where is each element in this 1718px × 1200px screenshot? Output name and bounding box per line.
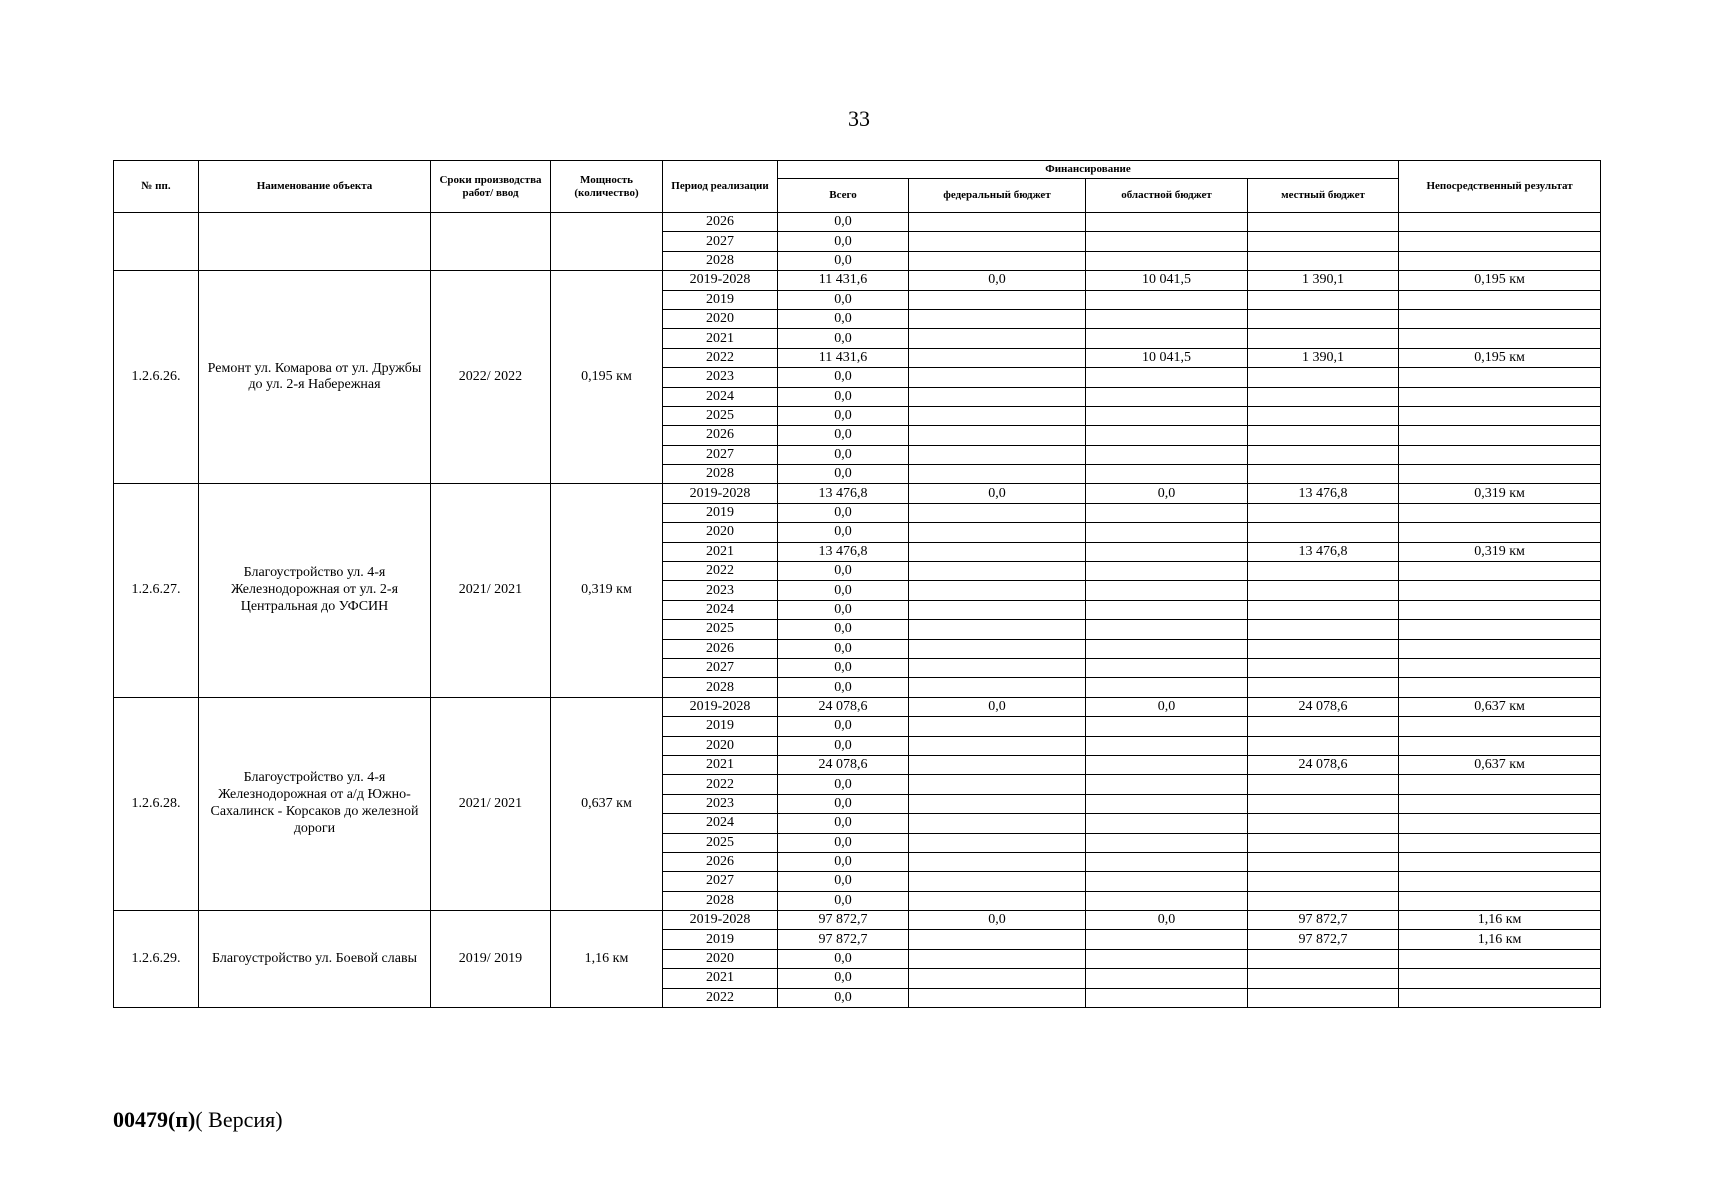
cell-regional — [1086, 755, 1248, 774]
cell-result: 0,195 км — [1399, 271, 1601, 290]
cell-federal — [909, 387, 1086, 406]
header-regional: областной бюджет — [1086, 179, 1248, 213]
cell-period: 2025 — [663, 620, 778, 639]
cell-result: 1,16 км — [1399, 930, 1601, 949]
cell-federal — [909, 600, 1086, 619]
cell-local — [1248, 368, 1399, 387]
cell-period: 2020 — [663, 309, 778, 328]
cell-period: 2019-2028 — [663, 484, 778, 503]
cell-period: 2025 — [663, 406, 778, 425]
cell-result: 0,319 км — [1399, 542, 1601, 561]
document-code — [113, 1107, 283, 1133]
cell-name: Ремонт ул. Комарова от ул. Дружбы до ул. 2-я Набережная — [199, 271, 431, 484]
cell-result: 0,195 км — [1399, 348, 1601, 367]
cell-capacity: 0,319 км — [551, 484, 663, 697]
cell-total: 97 872,7 — [778, 930, 909, 949]
cell-result — [1399, 872, 1601, 891]
cell-federal — [909, 639, 1086, 658]
cell-federal — [909, 232, 1086, 251]
cell-period: 2020 — [663, 523, 778, 542]
cell-local: 97 872,7 — [1248, 930, 1399, 949]
cell-local — [1248, 639, 1399, 658]
cell-federal — [909, 794, 1086, 813]
cell-local — [1248, 503, 1399, 522]
cell-federal — [909, 562, 1086, 581]
cell-local — [1248, 406, 1399, 425]
cell-period: 2025 — [663, 833, 778, 852]
cell-local — [1248, 794, 1399, 813]
cell-local — [1248, 426, 1399, 445]
cell-name: Благоустройство ул. 4-я Железнодорожная от а/д Южно-Сахалинск - Корсаков до железной дороги — [199, 697, 431, 910]
cell-result — [1399, 232, 1601, 251]
cell-federal — [909, 329, 1086, 348]
cell-result — [1399, 678, 1601, 697]
cell-regional — [1086, 445, 1248, 464]
cell-period: 2027 — [663, 658, 778, 677]
cell-local: 24 078,6 — [1248, 755, 1399, 774]
cell-total: 11 431,6 — [778, 348, 909, 367]
cell-federal — [909, 814, 1086, 833]
cell-period: 2020 — [663, 949, 778, 968]
cell-period: 2023 — [663, 368, 778, 387]
cell-result — [1399, 523, 1601, 542]
cell-regional — [1086, 232, 1248, 251]
cell-local — [1248, 852, 1399, 871]
cell-period: 2026 — [663, 639, 778, 658]
cell-terms — [431, 213, 551, 271]
cell-local — [1248, 988, 1399, 1007]
cell-federal — [909, 891, 1086, 910]
cell-federal: 0,0 — [909, 911, 1086, 930]
cell-federal — [909, 503, 1086, 522]
cell-result — [1399, 503, 1601, 522]
cell-result — [1399, 581, 1601, 600]
cell-result: 0,637 км — [1399, 755, 1601, 774]
cell-period: 2026 — [663, 213, 778, 232]
cell-local — [1248, 562, 1399, 581]
cell-period: 2027 — [663, 445, 778, 464]
cell-name: Благоустройство ул. 4-я Железнодорожная от ул. 2-я Центральная до УФСИН — [199, 484, 431, 697]
cell-federal — [909, 251, 1086, 270]
cell-local: 13 476,8 — [1248, 484, 1399, 503]
cell-result — [1399, 949, 1601, 968]
cell-period: 2027 — [663, 872, 778, 891]
cell-local — [1248, 833, 1399, 852]
cell-total: 0,0 — [778, 232, 909, 251]
cell-result — [1399, 639, 1601, 658]
cell-total: 11 431,6 — [778, 271, 909, 290]
table-row — [114, 213, 1601, 232]
cell-regional — [1086, 387, 1248, 406]
cell-local — [1248, 736, 1399, 755]
cell-regional — [1086, 213, 1248, 232]
cell-total: 0,0 — [778, 775, 909, 794]
cell-local — [1248, 387, 1399, 406]
cell-federal — [909, 775, 1086, 794]
cell-total: 0,0 — [778, 678, 909, 697]
cell-local — [1248, 445, 1399, 464]
cell-total: 0,0 — [778, 503, 909, 522]
cell-period: 2028 — [663, 465, 778, 484]
cell-period: 2019-2028 — [663, 911, 778, 930]
cell-regional — [1086, 406, 1248, 425]
cell-local — [1248, 969, 1399, 988]
cell-result — [1399, 794, 1601, 813]
cell-regional — [1086, 891, 1248, 910]
cell-period: 2019 — [663, 717, 778, 736]
cell-regional — [1086, 775, 1248, 794]
cell-result — [1399, 833, 1601, 852]
cell-result: 0,637 км — [1399, 697, 1601, 716]
cell-regional — [1086, 814, 1248, 833]
cell-result — [1399, 658, 1601, 677]
cell-regional — [1086, 833, 1248, 852]
cell-total: 0,0 — [778, 949, 909, 968]
cell-terms: 2019/ 2019 — [431, 911, 551, 1008]
cell-regional — [1086, 678, 1248, 697]
cell-regional: 10 041,5 — [1086, 271, 1248, 290]
cell-total: 0,0 — [778, 988, 909, 1007]
cell-total: 0,0 — [778, 368, 909, 387]
cell-capacity: 0,195 км — [551, 271, 663, 484]
cell-total: 0,0 — [778, 872, 909, 891]
cell-regional: 0,0 — [1086, 484, 1248, 503]
cell-period: 2026 — [663, 852, 778, 871]
header-period: Период реализации — [663, 161, 778, 213]
cell-federal — [909, 445, 1086, 464]
header-financing: Финансирование — [778, 161, 1399, 179]
cell-federal — [909, 465, 1086, 484]
cell-period: 2021 — [663, 755, 778, 774]
header-capacity: Мощность (количество) — [551, 161, 663, 213]
cell-result — [1399, 426, 1601, 445]
cell-period: 2022 — [663, 562, 778, 581]
cell-regional — [1086, 600, 1248, 619]
cell-total: 97 872,7 — [778, 911, 909, 930]
cell-period: 2028 — [663, 678, 778, 697]
cell-result — [1399, 736, 1601, 755]
cell-total: 0,0 — [778, 736, 909, 755]
table-header — [114, 161, 1601, 213]
cell-regional — [1086, 368, 1248, 387]
cell-period: 2021 — [663, 542, 778, 561]
cell-local: 97 872,7 — [1248, 911, 1399, 930]
table-row — [114, 911, 1601, 930]
cell-total: 0,0 — [778, 387, 909, 406]
cell-regional — [1086, 969, 1248, 988]
cell-federal — [909, 852, 1086, 871]
cell-regional — [1086, 852, 1248, 871]
cell-local — [1248, 814, 1399, 833]
cell-total: 0,0 — [778, 794, 909, 813]
cell-period: 2019 — [663, 503, 778, 522]
cell-total: 0,0 — [778, 251, 909, 270]
table-row — [114, 271, 1601, 290]
cell-total: 0,0 — [778, 891, 909, 910]
cell-total: 0,0 — [778, 426, 909, 445]
cell-period: 2019 — [663, 930, 778, 949]
cell-result — [1399, 290, 1601, 309]
cell-regional — [1086, 329, 1248, 348]
cell-total: 0,0 — [778, 969, 909, 988]
cell-local — [1248, 290, 1399, 309]
cell-terms: 2022/ 2022 — [431, 271, 551, 484]
cell-total: 0,0 — [778, 309, 909, 328]
cell-num: 1.2.6.28. — [114, 697, 199, 910]
cell-regional — [1086, 503, 1248, 522]
cell-regional — [1086, 794, 1248, 813]
cell-local — [1248, 872, 1399, 891]
cell-period: 2019 — [663, 290, 778, 309]
cell-period: 2024 — [663, 387, 778, 406]
cell-federal — [909, 736, 1086, 755]
cell-period: 2028 — [663, 891, 778, 910]
cell-name — [199, 213, 431, 271]
cell-total: 0,0 — [778, 852, 909, 871]
cell-total: 0,0 — [778, 465, 909, 484]
cell-total: 13 476,8 — [778, 484, 909, 503]
cell-regional — [1086, 309, 1248, 328]
cell-total: 0,0 — [778, 717, 909, 736]
header-total: Всего — [778, 179, 909, 213]
cell-federal — [909, 755, 1086, 774]
cell-period: 2020 — [663, 736, 778, 755]
cell-local — [1248, 465, 1399, 484]
cell-federal — [909, 872, 1086, 891]
cell-regional — [1086, 949, 1248, 968]
footer-version: ( Версия) — [195, 1107, 283, 1132]
cell-federal — [909, 309, 1086, 328]
cell-period: 2026 — [663, 426, 778, 445]
header-federal: федеральный бюджет — [909, 179, 1086, 213]
cell-federal — [909, 368, 1086, 387]
cell-federal: 0,0 — [909, 271, 1086, 290]
cell-total: 0,0 — [778, 639, 909, 658]
cell-regional — [1086, 930, 1248, 949]
cell-federal — [909, 833, 1086, 852]
cell-total: 0,0 — [778, 814, 909, 833]
header-local: местный бюджет — [1248, 179, 1399, 213]
cell-regional — [1086, 620, 1248, 639]
cell-result: 1,16 км — [1399, 911, 1601, 930]
cell-total: 0,0 — [778, 406, 909, 425]
cell-result — [1399, 445, 1601, 464]
footer-code: 00479(п) — [113, 1107, 196, 1132]
cell-local — [1248, 658, 1399, 677]
header-result: Непосредственный результат — [1399, 161, 1601, 213]
header-name: Наименование объекта — [199, 161, 431, 213]
cell-period: 2028 — [663, 251, 778, 270]
cell-regional — [1086, 717, 1248, 736]
cell-local — [1248, 678, 1399, 697]
cell-result — [1399, 891, 1601, 910]
cell-result — [1399, 814, 1601, 833]
page-number: 33 — [848, 106, 870, 131]
cell-federal: 0,0 — [909, 484, 1086, 503]
cell-period: 2019-2028 — [663, 697, 778, 716]
cell-period: 2021 — [663, 969, 778, 988]
cell-regional — [1086, 736, 1248, 755]
cell-local: 1 390,1 — [1248, 271, 1399, 290]
cell-num: 1.2.6.27. — [114, 484, 199, 697]
cell-total: 24 078,6 — [778, 755, 909, 774]
cell-local — [1248, 949, 1399, 968]
cell-period: 2023 — [663, 794, 778, 813]
cell-period: 2022 — [663, 775, 778, 794]
cell-local — [1248, 213, 1399, 232]
header-terms: Сроки производства работ/ ввод — [431, 161, 551, 213]
cell-result — [1399, 969, 1601, 988]
cell-federal — [909, 581, 1086, 600]
cell-regional — [1086, 581, 1248, 600]
cell-name: Благоустройство ул. Боевой славы — [199, 911, 431, 1008]
cell-regional: 10 041,5 — [1086, 348, 1248, 367]
cell-result — [1399, 213, 1601, 232]
cell-regional — [1086, 988, 1248, 1007]
cell-regional — [1086, 426, 1248, 445]
cell-result — [1399, 406, 1601, 425]
cell-result — [1399, 329, 1601, 348]
cell-total: 13 476,8 — [778, 542, 909, 561]
cell-federal — [909, 620, 1086, 639]
cell-result: 0,319 км — [1399, 484, 1601, 503]
cell-result — [1399, 309, 1601, 328]
cell-num — [114, 213, 199, 271]
cell-total: 0,0 — [778, 523, 909, 542]
cell-local — [1248, 620, 1399, 639]
table-row — [114, 697, 1601, 716]
cell-period: 2022 — [663, 988, 778, 1007]
cell-regional — [1086, 639, 1248, 658]
cell-result — [1399, 251, 1601, 270]
cell-capacity — [551, 213, 663, 271]
financing-table — [113, 160, 1601, 1008]
cell-regional — [1086, 658, 1248, 677]
cell-federal — [909, 523, 1086, 542]
header-num: № пп. — [114, 161, 199, 213]
cell-local — [1248, 891, 1399, 910]
cell-regional — [1086, 290, 1248, 309]
cell-federal — [909, 213, 1086, 232]
cell-local: 13 476,8 — [1248, 542, 1399, 561]
cell-period: 2021 — [663, 329, 778, 348]
cell-local: 1 390,1 — [1248, 348, 1399, 367]
cell-federal: 0,0 — [909, 697, 1086, 716]
cell-total: 0,0 — [778, 562, 909, 581]
cell-num: 1.2.6.29. — [114, 911, 199, 1008]
cell-local: 24 078,6 — [1248, 697, 1399, 716]
cell-result — [1399, 717, 1601, 736]
cell-local — [1248, 581, 1399, 600]
cell-period: 2024 — [663, 814, 778, 833]
cell-local — [1248, 251, 1399, 270]
table-body — [114, 213, 1601, 1008]
cell-regional — [1086, 465, 1248, 484]
cell-federal — [909, 290, 1086, 309]
cell-local — [1248, 600, 1399, 619]
cell-federal — [909, 678, 1086, 697]
cell-total: 0,0 — [778, 581, 909, 600]
cell-regional — [1086, 523, 1248, 542]
cell-total: 0,0 — [778, 620, 909, 639]
cell-federal — [909, 717, 1086, 736]
cell-total: 0,0 — [778, 290, 909, 309]
cell-result — [1399, 620, 1601, 639]
cell-result — [1399, 600, 1601, 619]
cell-capacity: 1,16 км — [551, 911, 663, 1008]
cell-local — [1248, 523, 1399, 542]
cell-period: 2027 — [663, 232, 778, 251]
cell-total: 0,0 — [778, 445, 909, 464]
cell-result — [1399, 852, 1601, 871]
cell-period: 2022 — [663, 348, 778, 367]
cell-federal — [909, 426, 1086, 445]
cell-federal — [909, 406, 1086, 425]
cell-local — [1248, 309, 1399, 328]
cell-regional — [1086, 562, 1248, 581]
cell-terms: 2021/ 2021 — [431, 484, 551, 697]
cell-capacity: 0,637 км — [551, 697, 663, 910]
cell-federal — [909, 542, 1086, 561]
cell-result — [1399, 562, 1601, 581]
cell-period: 2024 — [663, 600, 778, 619]
cell-total: 0,0 — [778, 833, 909, 852]
cell-regional — [1086, 251, 1248, 270]
cell-federal — [909, 969, 1086, 988]
cell-regional: 0,0 — [1086, 697, 1248, 716]
cell-total: 0,0 — [778, 658, 909, 677]
cell-result — [1399, 368, 1601, 387]
cell-terms: 2021/ 2021 — [431, 697, 551, 910]
cell-period: 2023 — [663, 581, 778, 600]
cell-federal — [909, 988, 1086, 1007]
table-row — [114, 484, 1601, 503]
cell-result — [1399, 988, 1601, 1007]
cell-total: 0,0 — [778, 213, 909, 232]
cell-total: 24 078,6 — [778, 697, 909, 716]
cell-local — [1248, 717, 1399, 736]
cell-total: 0,0 — [778, 329, 909, 348]
cell-result — [1399, 465, 1601, 484]
cell-federal — [909, 949, 1086, 968]
cell-federal — [909, 658, 1086, 677]
cell-regional — [1086, 542, 1248, 561]
cell-federal — [909, 930, 1086, 949]
cell-result — [1399, 387, 1601, 406]
cell-local — [1248, 329, 1399, 348]
cell-federal — [909, 348, 1086, 367]
cell-regional: 0,0 — [1086, 911, 1248, 930]
cell-regional — [1086, 872, 1248, 891]
cell-total: 0,0 — [778, 600, 909, 619]
cell-local — [1248, 775, 1399, 794]
cell-num: 1.2.6.26. — [114, 271, 199, 484]
cell-local — [1248, 232, 1399, 251]
cell-period: 2019-2028 — [663, 271, 778, 290]
cell-result — [1399, 775, 1601, 794]
